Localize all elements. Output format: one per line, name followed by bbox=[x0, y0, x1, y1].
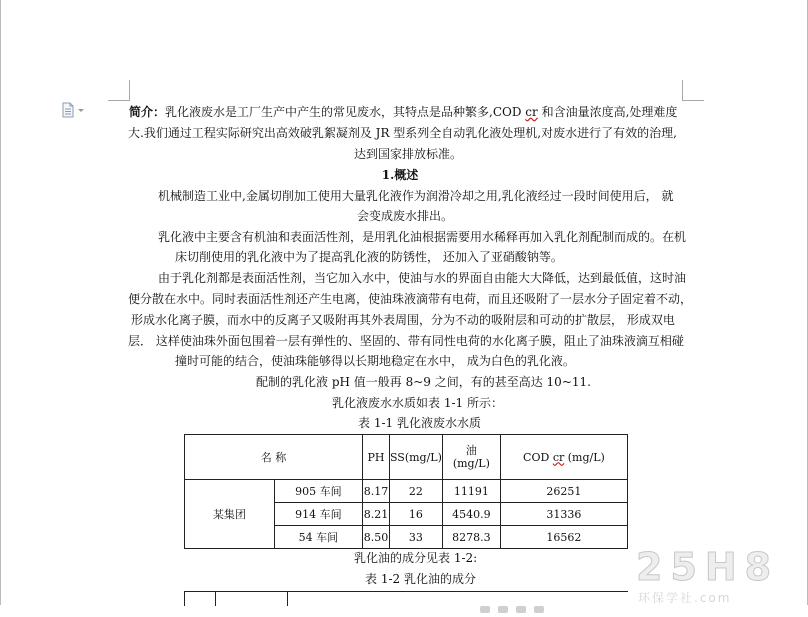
row-cod: 16562 bbox=[500, 526, 627, 549]
header-name: 名 称 bbox=[185, 435, 363, 480]
intro-line-3: 达到国家排放标准。 bbox=[353, 147, 462, 161]
intro-line-2: 大.我们通过工程实际研究出高效破乳絮凝剂及 JR 型系列全自动乳化液处理机,对废水进行了有效的治理, bbox=[128, 126, 677, 140]
watermark-site-text: 环保学社.com bbox=[638, 591, 732, 605]
intro-line-1 bbox=[129, 105, 677, 119]
table2-caption: 表 1-2 乳化油的成分 bbox=[365, 572, 476, 586]
water-quality-table bbox=[184, 434, 628, 548]
p4-line-1: 配制的乳化液 pH 值一般再 8~9 之间，有的甚至高达 10~11. bbox=[256, 375, 591, 389]
intro-label: 简介： bbox=[129, 105, 166, 119]
table2-col-line bbox=[215, 592, 216, 606]
p6-line-1: 乳化油的成分见表 1-2: bbox=[354, 551, 478, 565]
table2-col-line bbox=[184, 592, 185, 606]
row-oil: 11191 bbox=[442, 480, 500, 503]
row-ph: 8.21 bbox=[363, 503, 390, 526]
header-oil-label: 油 bbox=[465, 444, 477, 457]
p5-line-1: 乳化液废水水质如表 1-1 所示： bbox=[332, 396, 503, 410]
table-row bbox=[185, 480, 628, 503]
row-oil: 4540.9 bbox=[442, 503, 500, 526]
header-ph: PH bbox=[363, 435, 390, 480]
header-ss: SS(mg/L) bbox=[389, 435, 442, 480]
cod-cr-subscript: cr bbox=[525, 105, 538, 119]
watermark-logo bbox=[636, 545, 806, 605]
header-oil-unit: (mg/L) bbox=[452, 457, 490, 470]
row-name: 905 车间 bbox=[274, 480, 362, 503]
crop-mark-tr-h bbox=[682, 100, 704, 101]
row-ss: 16 bbox=[389, 503, 442, 526]
crop-mark-tl-v bbox=[129, 80, 130, 101]
header-cod-prefix: COD bbox=[523, 450, 553, 464]
document-icon[interactable] bbox=[60, 102, 88, 118]
crop-mark-tr-v bbox=[682, 80, 683, 101]
nav-dot[interactable] bbox=[516, 606, 526, 613]
nav-dot[interactable] bbox=[480, 606, 490, 613]
row-ss: 22 bbox=[389, 480, 442, 503]
group-cell: 某集团 bbox=[185, 480, 275, 549]
header-cod bbox=[500, 435, 627, 480]
watermark-logo-text: 25H8 bbox=[636, 545, 780, 589]
row-ph: 8.17 bbox=[363, 480, 390, 503]
nav-dot[interactable] bbox=[534, 606, 544, 613]
table1-caption: 表 1-1 乳化液废水水质 bbox=[358, 416, 481, 430]
row-ss: 33 bbox=[389, 526, 442, 549]
p2-line-2: 床切削使用的乳化液中为了提高乳化液的防锈性， 还加入了亚硝酸钠等。 bbox=[175, 250, 563, 264]
table2-col-line bbox=[287, 592, 288, 606]
p2-line-1: 乳化液中主要含有机油和表面活性剂，是用乳化油根据需要用水稀释再加入乳化剂配制而成的。在机 bbox=[158, 230, 687, 244]
header-oil bbox=[442, 435, 500, 480]
p1-line-1: 机械制造工业中,金属切削加工使用大量乳化液作为润滑冷却之用,乳化液经过一段时间使用后， 就 bbox=[158, 189, 674, 203]
p3-line-3: 形成水化离子膜，而水中的反离子又吸附再其外表周围，分为不动的吸附层和可动的扩散层， 形成双电 bbox=[131, 313, 675, 327]
row-name: 914 车间 bbox=[274, 503, 362, 526]
page-border-left bbox=[0, 0, 1, 605]
section-heading: 1.概述 bbox=[381, 168, 419, 182]
header-cod-sub: cr bbox=[552, 450, 565, 464]
p1-line-2: 会变成废水排出。 bbox=[356, 209, 453, 223]
row-oil: 8278.3 bbox=[442, 526, 500, 549]
page-nav-dots[interactable] bbox=[480, 598, 570, 605]
crop-mark-tl-h bbox=[108, 100, 130, 101]
intro-text-1-end: 和含油量浓度高,处理难度 bbox=[537, 105, 678, 119]
row-ph: 8.50 bbox=[363, 526, 390, 549]
table-header-row bbox=[185, 435, 628, 480]
row-cod: 31336 bbox=[500, 503, 627, 526]
p3-line-2: 便分散在水中。同时表面活性剂还产生电离，使油珠液滴带有电荷，而且还吸附了一层水分子固定着不动， bbox=[128, 292, 693, 306]
nav-dot[interactable] bbox=[498, 606, 508, 613]
intro-text-1: 乳化液废水是工厂生产中产生的常见废水，其特点是品种繁多,COD bbox=[165, 105, 526, 119]
p3-line-1: 由于乳化剂都是表面活性剂，当它加入水中，使油与水的界面自由能大大降低，达到最低值，这时油 bbox=[158, 271, 687, 285]
p3-line-5: 撞时可能的结合，使油珠能够得以长期地稳定在水中， 成为白色的乳化液。 bbox=[175, 354, 575, 368]
row-cod: 26251 bbox=[500, 480, 627, 503]
header-cod-suffix: (mg/L) bbox=[564, 450, 605, 464]
row-name: 54 车间 bbox=[274, 526, 362, 549]
p3-line-4: 层． 这样使油珠外面包围着一层有弹性的、坚固的、带有同性电荷的水化离子膜，阻止了油珠液滴互相碰 bbox=[128, 334, 684, 348]
